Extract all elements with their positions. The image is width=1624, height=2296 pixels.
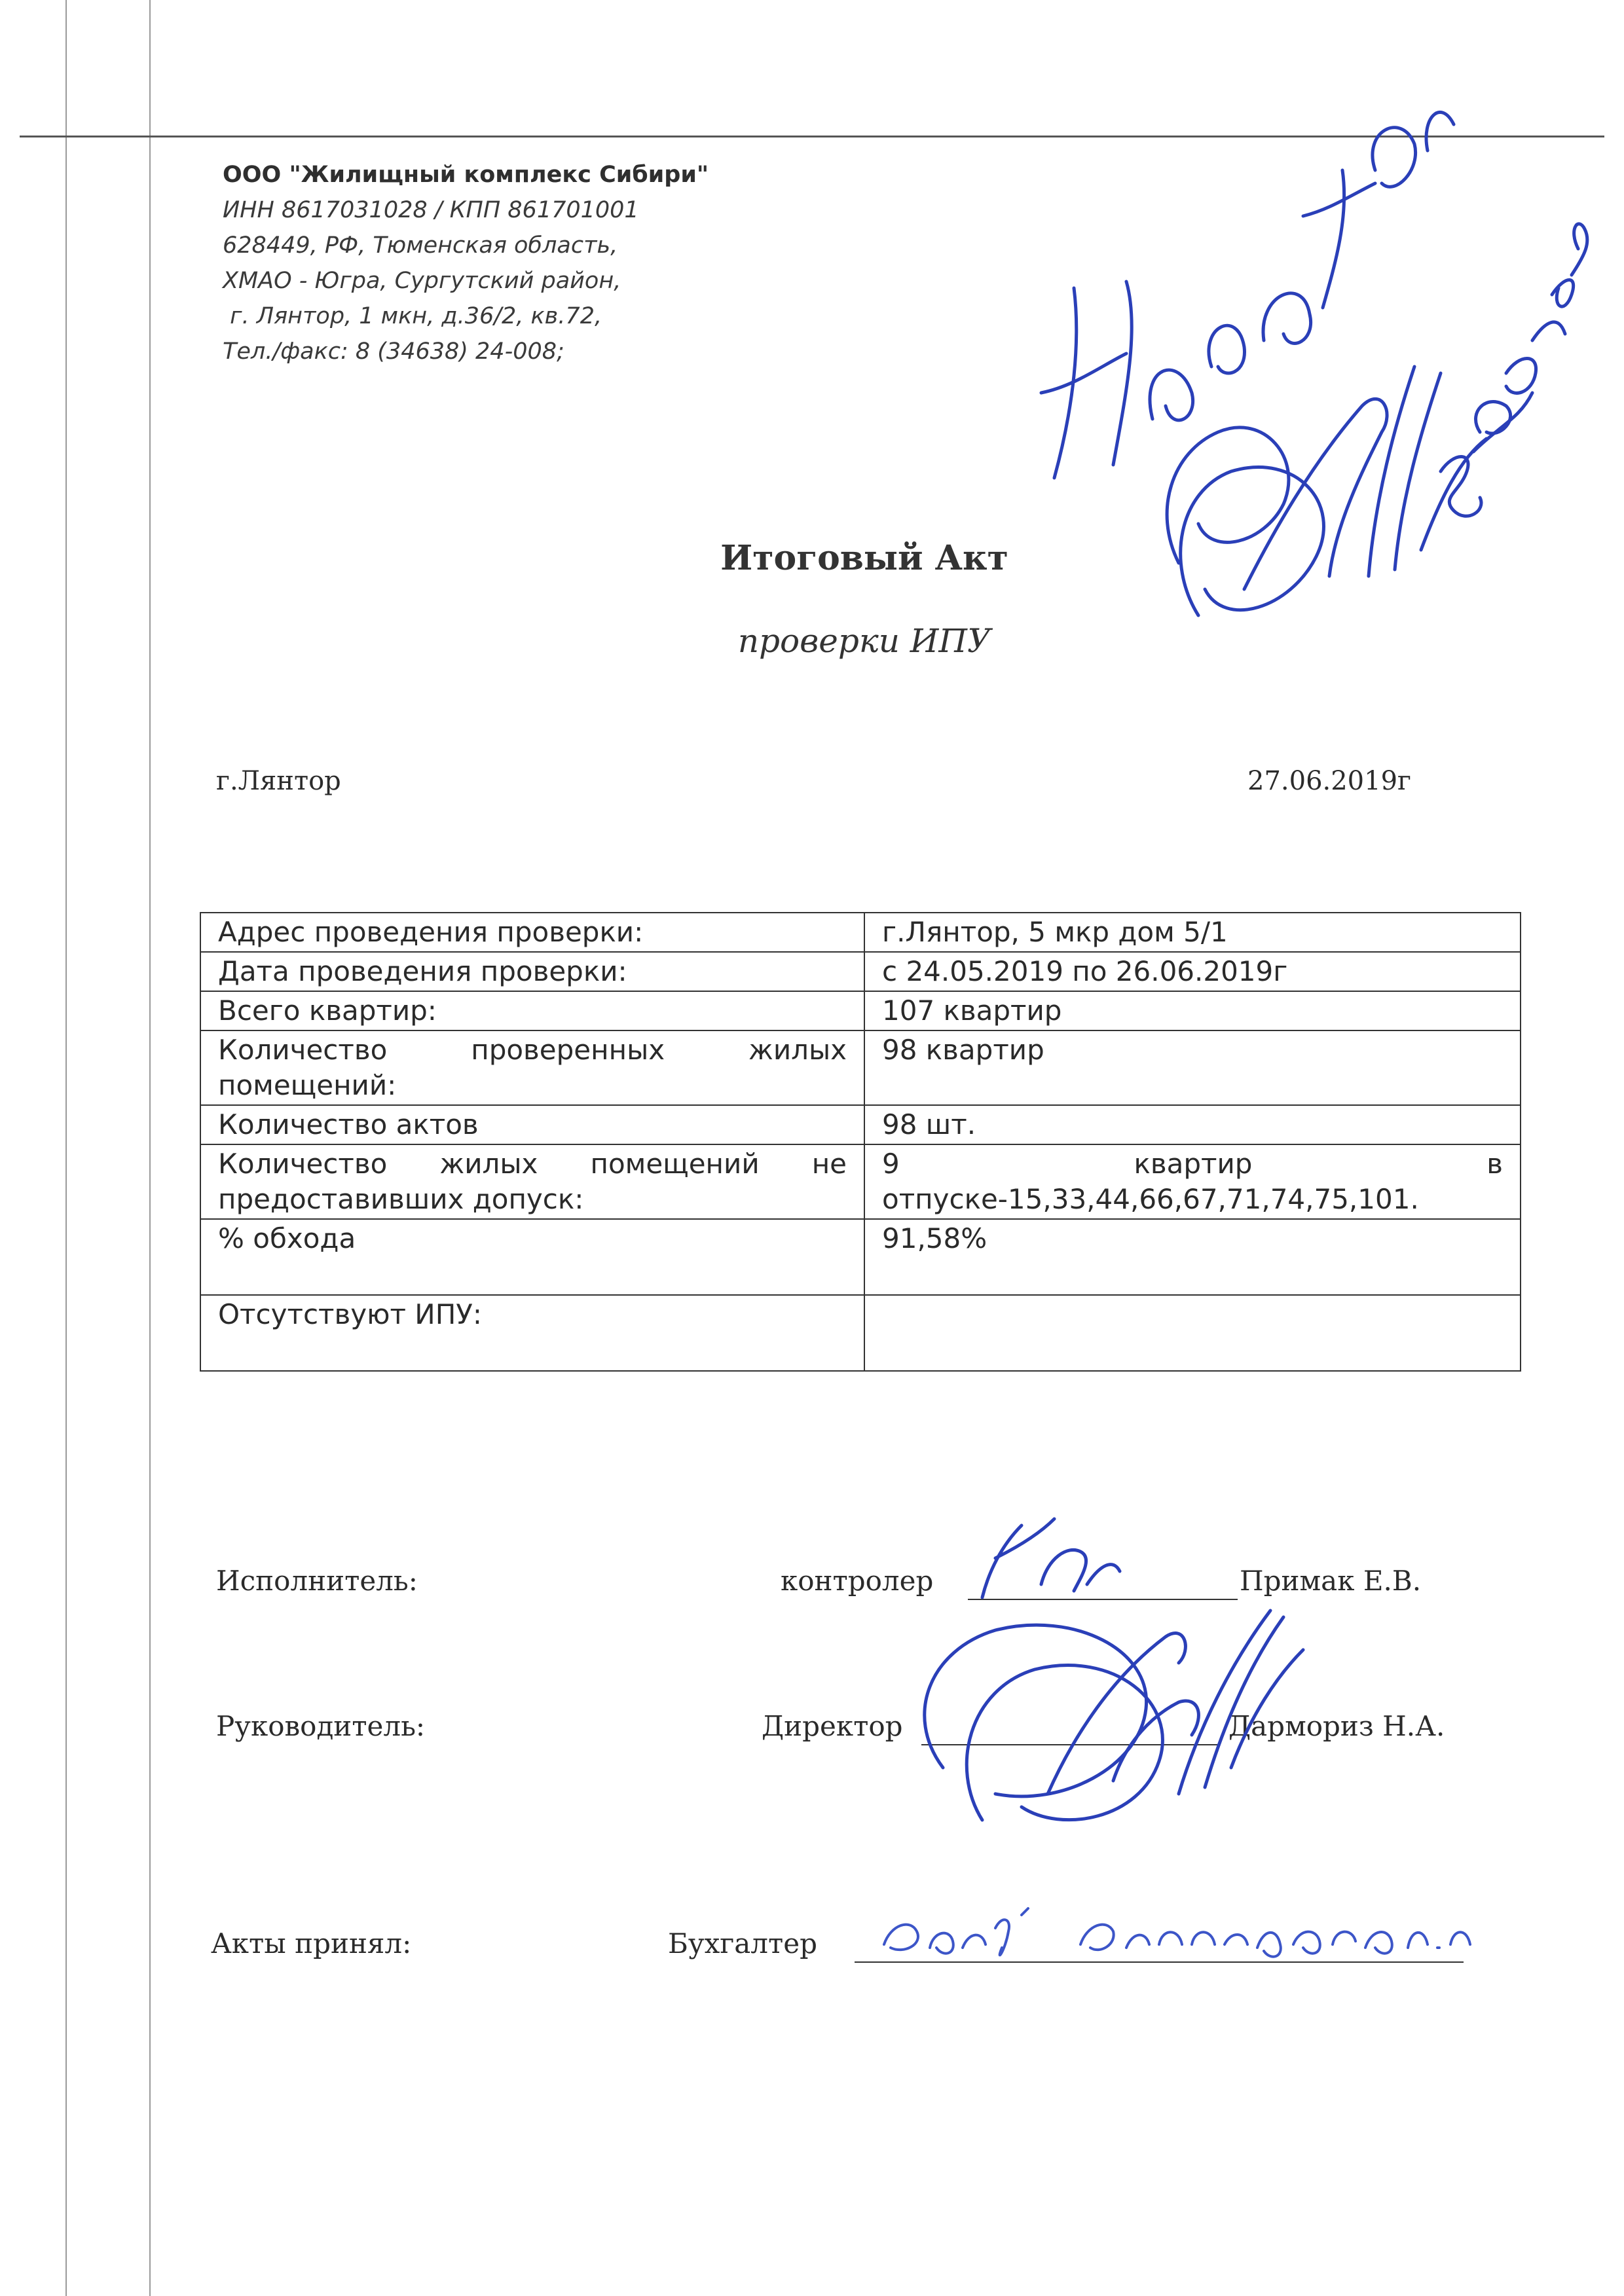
margin-line-right <box>149 0 151 2296</box>
table-row <box>200 991 1521 1030</box>
company-name: ООО "Жилищный комплекс Сибири" <box>223 162 709 188</box>
row-value <box>864 1295 1521 1371</box>
row-key: Количество проверенных жилых помещений: <box>200 1030 864 1105</box>
header-rule <box>20 136 1604 137</box>
table-row <box>200 952 1521 991</box>
head-role: Руководитель: <box>216 1710 426 1742</box>
inspection-table <box>200 912 1521 1372</box>
table-row <box>200 1144 1521 1219</box>
document-title: Итоговый Акт <box>720 538 1008 578</box>
row-key: Количество жилых помещений не предоставивших допуск: <box>200 1144 864 1219</box>
row-value: 98 шт. <box>864 1105 1521 1144</box>
head-name: Дармориз Н.А. <box>1228 1710 1445 1742</box>
company-address-2: ХМАО - Югра, Сургутский район, <box>223 268 621 294</box>
row-value: с 24.05.2019 по 26.06.2019г <box>864 952 1521 991</box>
row-value: 98 квартир <box>864 1030 1521 1105</box>
row-key: Всего квартир: <box>200 991 864 1030</box>
row-value: 9 квартир в отпуске-15,33,44,66,67,71,74,75,101. <box>864 1144 1521 1219</box>
document-date: 27.06.2019г <box>1247 766 1411 796</box>
table-row <box>200 1295 1521 1371</box>
accepted-signature-line <box>855 1961 1464 1963</box>
row-key: Адрес проведения проверки: <box>200 913 864 952</box>
executor-role: Исполнитель: <box>216 1565 418 1597</box>
row-value: 91,58% <box>864 1219 1521 1295</box>
row-key: % обхода <box>200 1219 864 1295</box>
row-key: Отсутствуют ИПУ: <box>200 1295 864 1371</box>
accepted-title: Бухгалтер <box>668 1927 817 1959</box>
company-block <box>223 157 709 369</box>
margin-line-left <box>65 0 67 2296</box>
executor-signature-line <box>968 1599 1238 1600</box>
table-row <box>200 1219 1521 1295</box>
table-row <box>200 913 1521 952</box>
executor-name: Примак Е.В. <box>1240 1565 1422 1597</box>
row-value: г.Лянтор, 5 мкр дом 5/1 <box>864 913 1521 952</box>
executor-signature <box>982 1519 1120 1597</box>
row-key: Количество актов <box>200 1105 864 1144</box>
row-value: 107 квартир <box>864 991 1521 1030</box>
document-subtitle: проверки ИПУ <box>737 622 991 660</box>
resolution-date-handwriting <box>1441 224 1587 516</box>
company-address-1: 628449, РФ, Тюменская область, <box>223 232 618 259</box>
head-title: Директор <box>762 1710 903 1742</box>
company-address-3: г. Лянтор, 1 мкн, д.36/2, кв.72, <box>223 303 602 329</box>
company-inn: ИНН 8617031028 / КПП 861701001 <box>223 197 639 223</box>
accepted-role: Акты принял: <box>211 1927 412 1959</box>
executor-title: контролер <box>781 1565 934 1597</box>
table-row <box>200 1105 1521 1144</box>
row-key: Дата проведения проверки: <box>200 952 864 991</box>
head-signature-line <box>921 1744 1220 1745</box>
table-row <box>200 1030 1521 1105</box>
accountant-handwriting <box>884 1908 1470 1957</box>
document-place: г.Лянтор <box>216 766 341 796</box>
company-phone: Тел./факс: 8 (34638) 24-008; <box>223 338 564 365</box>
